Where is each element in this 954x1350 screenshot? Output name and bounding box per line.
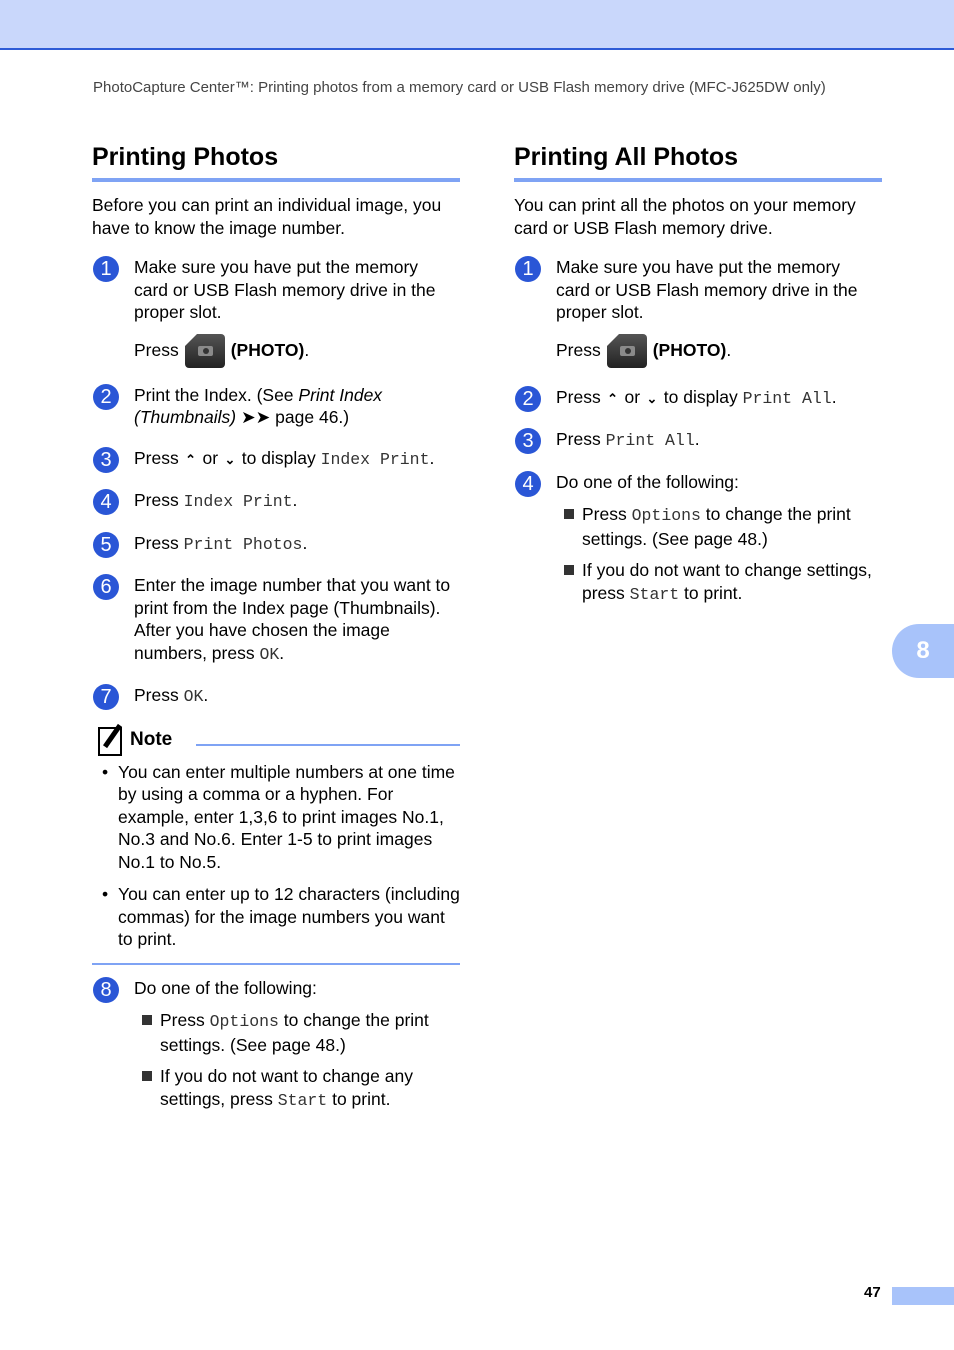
photo-button-icon [607, 334, 647, 368]
square-bullet-icon [564, 565, 574, 575]
punct: . [694, 429, 700, 449]
step-number: 2 [93, 384, 119, 410]
step-text: Press [134, 490, 184, 510]
reference-title: (Thumbnails) [134, 407, 237, 427]
punct: . [203, 685, 209, 705]
step-text-line: card or USB Flash memory drive in the [556, 279, 858, 300]
step-text: Press [556, 386, 606, 407]
step-text: Press [556, 429, 606, 449]
intro-text: You can print all the photos on your memory card or USB Flash memory drive. [514, 195, 856, 238]
step-number: 4 [93, 489, 119, 515]
step-7 [92, 684, 460, 709]
step-text: Do one of the following: [134, 977, 317, 998]
step-text-line: Make sure you have put the memory [556, 257, 841, 277]
punct: . [279, 642, 285, 663]
punct: . [302, 532, 308, 553]
step-text: Press [134, 447, 184, 468]
up-arrow-icon: ⌃ [607, 390, 619, 406]
sub-text: Press [582, 504, 632, 524]
chapter-tab: 8 [892, 624, 954, 678]
step-text: to display [236, 447, 321, 468]
step-2 [514, 386, 882, 411]
step-number: 3 [515, 428, 541, 454]
note-bullet: • You can enter up to 12 characters (including commas) for the image numbers you want to print. [118, 883, 460, 951]
step-2 [92, 384, 460, 429]
step-text: Press [134, 685, 184, 705]
lcd-text: Start [277, 1090, 328, 1110]
section-title-printing-photos: Printing Photos [92, 142, 460, 182]
sub-text: to change the print settings. (See page 48.) [160, 1010, 429, 1055]
sub-text: If you do not want to change any settings, press [160, 1066, 413, 1109]
note-title: Note [130, 728, 173, 750]
lcd-text: Print All [742, 388, 832, 408]
top-band [0, 0, 954, 50]
sub-text: If you do not want to change settings, press [582, 560, 872, 603]
sub-text: to print. [327, 1088, 391, 1109]
step-8 [92, 977, 460, 1000]
press-label: Press [134, 340, 179, 361]
down-arrow-icon: ⌄ [224, 451, 236, 467]
square-bullet-icon [564, 509, 574, 519]
step-number: 8 [93, 977, 119, 1003]
step-text-line: proper slot. [556, 302, 644, 322]
step-text: or [197, 447, 223, 468]
sub-bullet [92, 1065, 460, 1112]
step-text: Press [134, 532, 184, 553]
note-box [92, 725, 460, 965]
sub-text: Press [160, 1010, 210, 1030]
lcd-text: Start [629, 584, 680, 604]
step-text-line: card or USB Flash memory drive in the [134, 279, 436, 300]
step-3 [514, 428, 882, 453]
down-arrow-icon: ⌄ [646, 390, 658, 406]
step-4 [92, 489, 460, 514]
step-number: 5 [93, 532, 119, 558]
photo-key-label: (PHOTO) [230, 340, 305, 361]
square-bullet-icon [142, 1071, 152, 1081]
step-4 [514, 471, 882, 494]
step-text-line: proper slot. [134, 302, 222, 322]
page-number: 47 [864, 1284, 881, 1301]
press-label: Press [556, 340, 601, 361]
press-photo-line [134, 334, 460, 368]
punct: . [726, 340, 732, 361]
punct: . [292, 490, 298, 510]
lcd-text: Print All [605, 431, 695, 450]
lcd-text: Options [209, 1012, 279, 1031]
lcd-text: Print Photos [183, 534, 303, 554]
step-1 [514, 256, 882, 368]
sub-text: to print. [679, 582, 743, 603]
step-5 [92, 532, 460, 557]
step-number: 1 [515, 256, 541, 282]
step-text: Enter the image number that you want to print from the Index page (Thumbnails). After you have chosen the image numbers, press [134, 575, 451, 663]
step-6 [92, 574, 460, 666]
step-text: or [619, 386, 645, 407]
reference-title: Print Index [298, 384, 383, 405]
left-column [92, 142, 460, 1112]
note-rule [196, 744, 460, 746]
note-bullet: • You can enter multiple numbers at one time by using a comma or a hyphen. For example, enter 1,3,6 to print images No.1, No.3 and No.6. Enter 1-5 to print images No.1 to No.5. [118, 761, 460, 874]
lcd-text: OK [259, 644, 280, 664]
lcd-text: Options [631, 506, 701, 525]
punct: . [831, 386, 837, 407]
step-text: Print the Index. (See [134, 384, 299, 405]
sub-bullet [514, 559, 882, 606]
page-reference: ➤➤ page 46.) [236, 407, 350, 427]
step-text: Do one of the following: [556, 471, 739, 492]
step-number: 4 [515, 471, 541, 497]
punct: . [304, 340, 310, 361]
note-bottom-rule [92, 963, 460, 965]
photo-button-icon [185, 334, 225, 368]
lcd-text: Index Print [183, 492, 293, 511]
lcd-text: OK [183, 687, 204, 706]
step-text: to display [658, 386, 743, 407]
note-pencil-icon [96, 725, 126, 755]
sub-bullet [514, 503, 882, 550]
right-column [514, 142, 882, 606]
sub-text: to change the print settings. (See page 48.) [582, 504, 851, 549]
step-number: 7 [93, 684, 119, 710]
punct: . [429, 447, 435, 468]
section-title-printing-all-photos: Printing All Photos [514, 142, 882, 182]
running-header: PhotoCapture Center™: Printing photos from a memory card or USB Flash memory drive (MFC-J625DW only) [93, 79, 826, 96]
square-bullet-icon [142, 1015, 152, 1025]
step-number: 1 [93, 256, 119, 282]
photo-key-label: (PHOTO) [652, 340, 727, 361]
step-text-line: Make sure you have put the memory [134, 257, 419, 277]
intro-text: Before you can print an individual image, you have to know the image number. [92, 195, 442, 238]
step-3 [92, 447, 460, 472]
note-body [92, 761, 460, 951]
lcd-text: Index Print [320, 449, 430, 469]
page-number-bar [892, 1287, 954, 1305]
up-arrow-icon: ⌃ [185, 451, 197, 467]
step-1 [92, 256, 460, 368]
sub-bullet [92, 1009, 460, 1056]
step-number: 2 [515, 386, 541, 412]
step-number: 6 [93, 574, 119, 600]
press-photo-line [556, 334, 882, 368]
step-number: 3 [93, 447, 119, 473]
note-header [92, 725, 460, 755]
